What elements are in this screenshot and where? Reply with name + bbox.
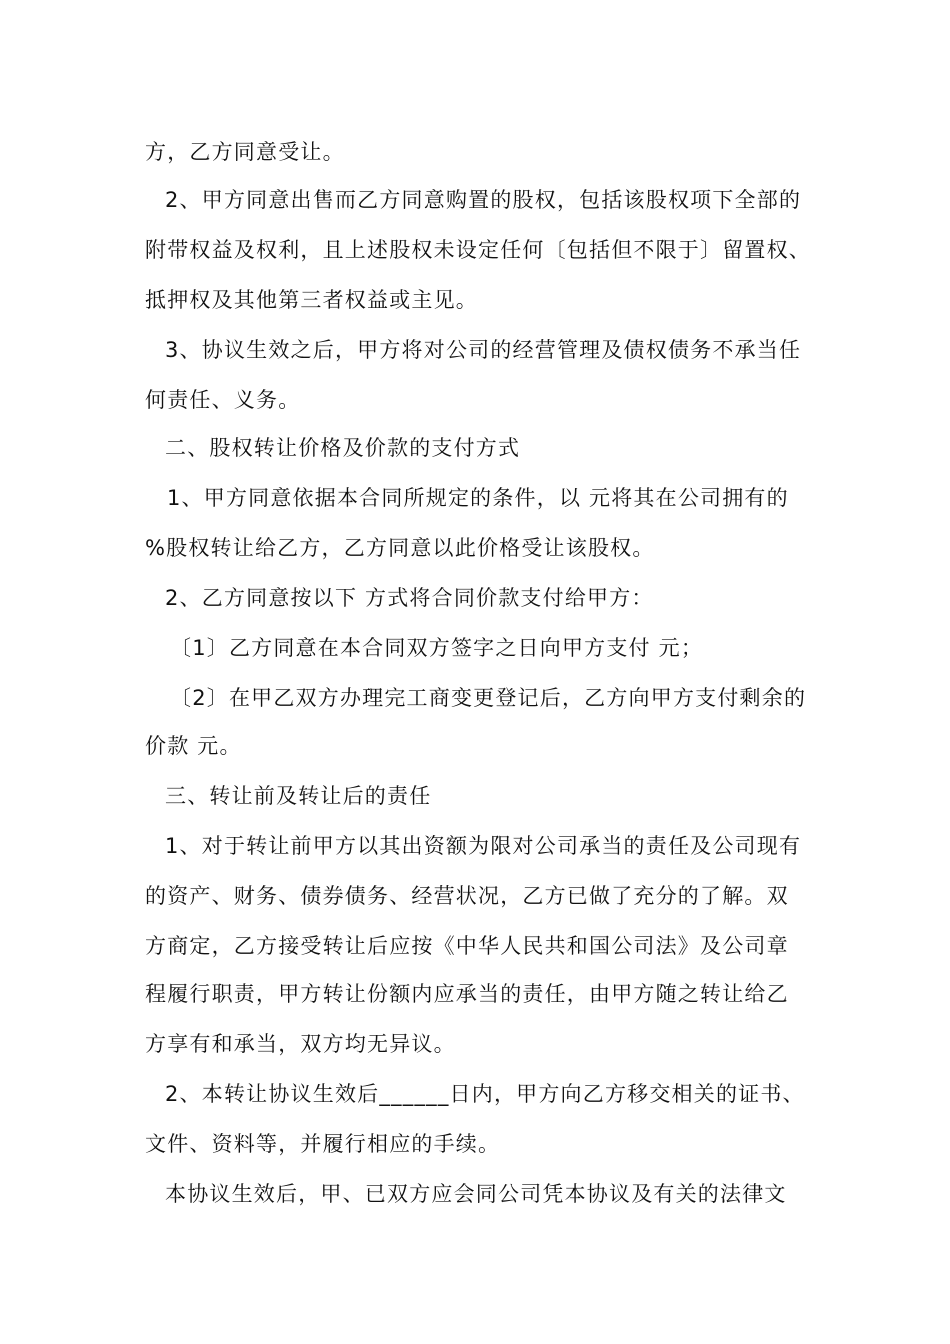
text-line: 文件、资料等，并履行相应的手续。: [145, 1132, 501, 1156]
text-line: 抵押权及其他第三者权益或主见。: [145, 288, 478, 312]
text-line: 本协议生效后，甲、已双方应会同公司凭本协议及有关的法律文: [165, 1182, 787, 1206]
section-heading: 二、股权转让价格及价款的支付方式: [165, 436, 521, 460]
text-line: 1、甲方同意依据本合同所规定的条件，以 元将其在公司拥有的: [167, 486, 789, 510]
text-line: 何责任、义务。: [145, 388, 301, 412]
text-line: 〔2〕在甲乙双方办理完工商变更登记后，乙方向甲方支付剩余的: [170, 686, 807, 710]
text-line: %股权转让给乙方，乙方同意以此价格受让该股权。: [145, 536, 655, 560]
text-line: 2、乙方同意按以下 方式将合同价款支付给甲方：: [165, 586, 654, 610]
text-line: 方商定，乙方接受转让后应按《中华人民共和国公司法》及公司章: [145, 934, 789, 958]
text-line: 2、本转让协议生效后______日内，甲方向乙方移交相关的证书、: [165, 1082, 805, 1106]
section-heading: 三、转让前及转让后的责任: [165, 784, 432, 808]
text-line: 附带权益及权利，且上述股权未设定任何〔包括但不限于〕留置权、: [145, 238, 811, 262]
text-line: 方享有和承当，双方均无异议。: [145, 1032, 456, 1056]
text-line: 2、甲方同意出售而乙方同意购置的股权，包括该股权项下全部的: [165, 188, 802, 212]
text-line: 的资产、财务、债券债务、经营状况，乙方已做了充分的了解。双: [145, 884, 789, 908]
text-line: 3、协议生效之后，甲方将对公司的经营管理及债权债务不承当任: [165, 338, 802, 362]
text-line: 〔1〕乙方同意在本合同双方签字之日向甲方支付 元；: [170, 636, 704, 660]
text-line: 程履行职责，甲方转让份额内应承当的责任，由甲方随之转让给乙: [145, 982, 789, 1006]
text-line: 1、对于转让前甲方以其出资额为限对公司承当的责任及公司现有: [165, 834, 802, 858]
text-line: 方，乙方同意受让。: [145, 140, 345, 164]
text-line: 价款 元。: [145, 734, 242, 758]
